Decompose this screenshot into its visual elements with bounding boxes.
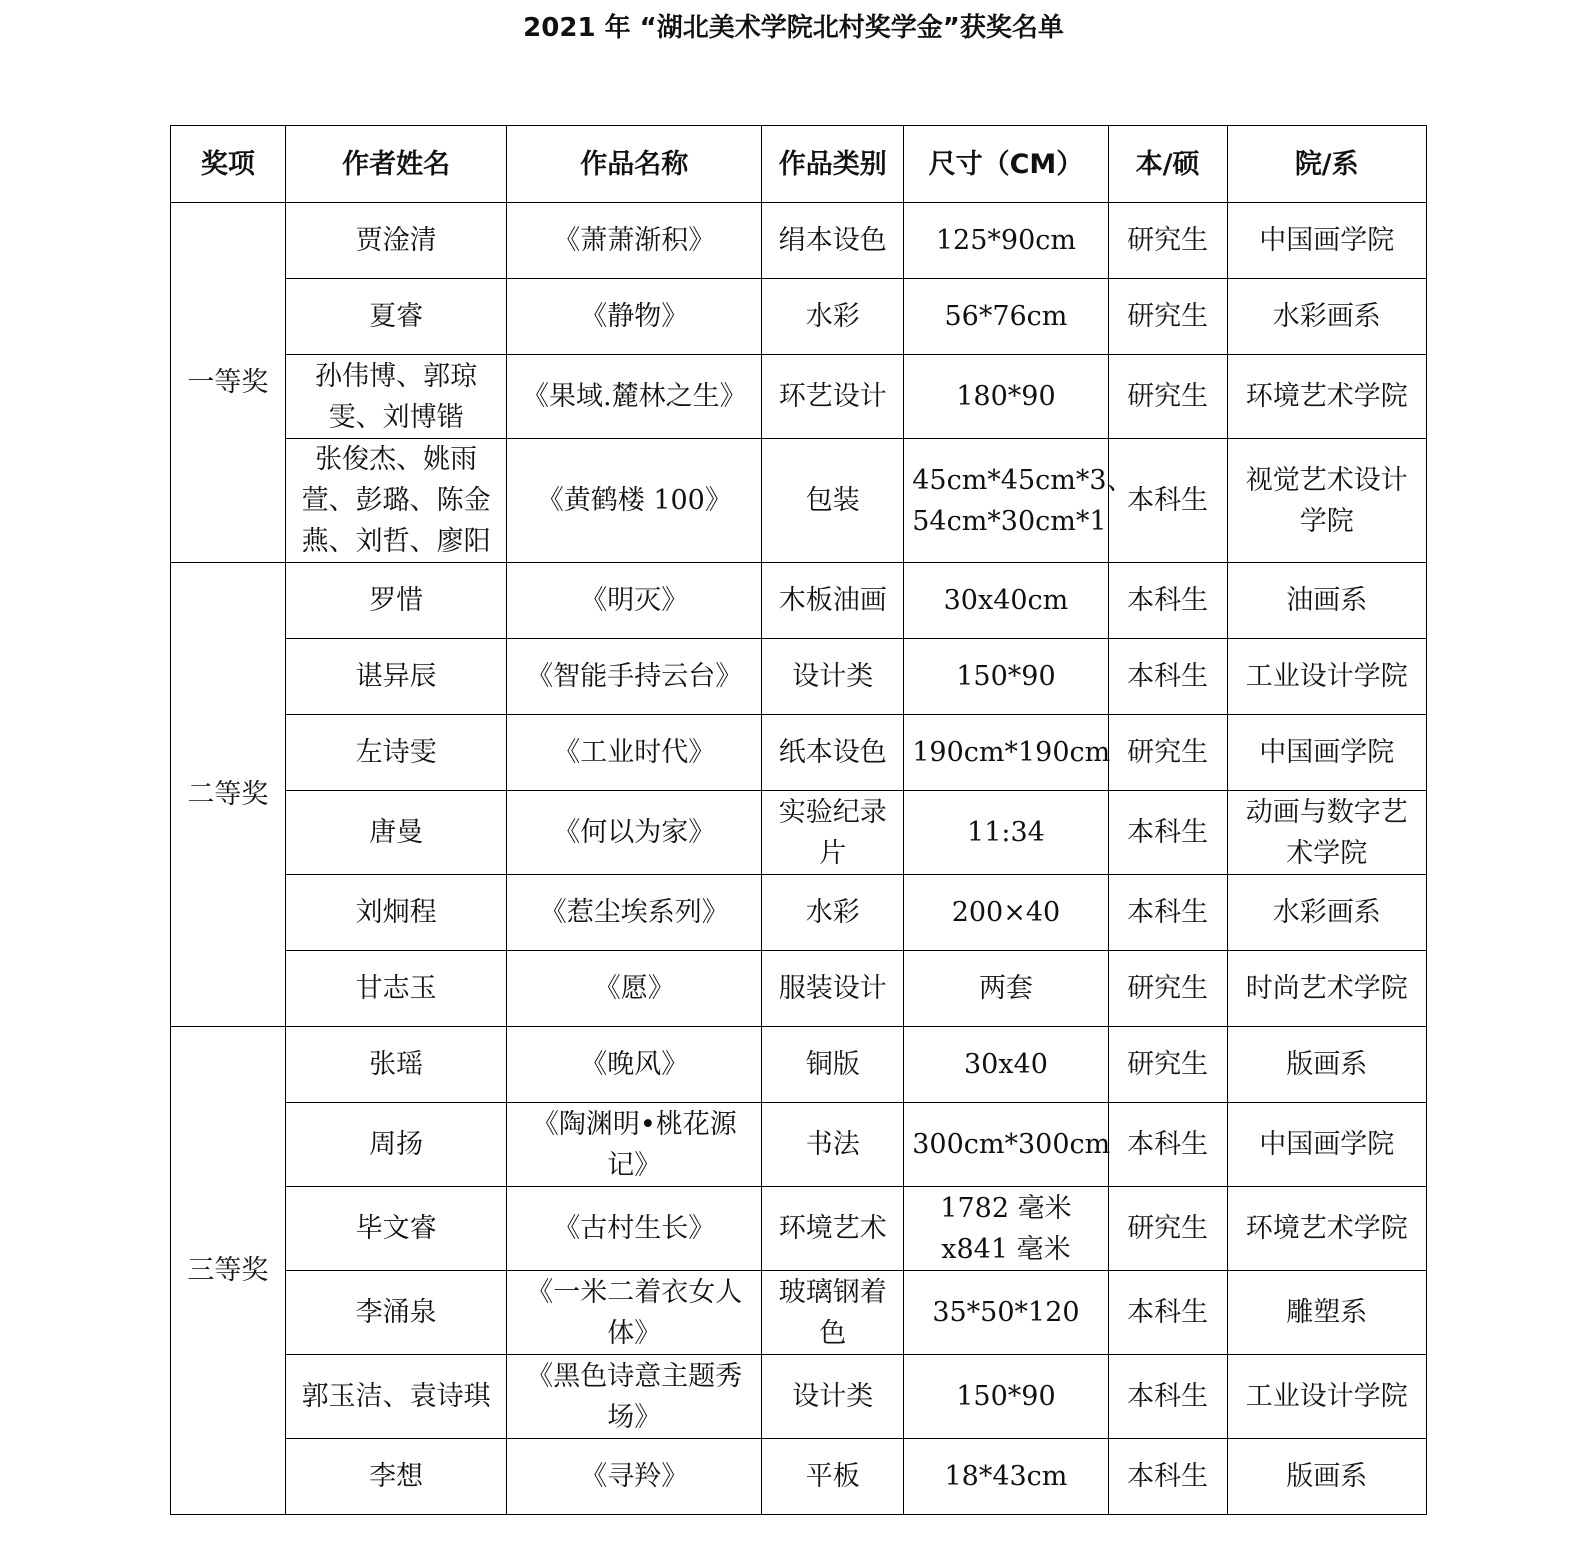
category-cell: 铜版 (762, 1027, 904, 1103)
table-body (171, 203, 1427, 1515)
size-cell: 45cm*45cm*3、54cm*30cm*1 (904, 439, 1108, 563)
work-title-cell: 《静物》 (507, 279, 762, 355)
author-cell: 贾淦清 (285, 203, 507, 279)
author-cell: 罗惜 (285, 563, 507, 639)
size-cell: 180*90 (904, 355, 1108, 439)
degree-cell: 本科生 (1108, 1355, 1227, 1439)
work-title-cell: 《果域.麓林之生》 (507, 355, 762, 439)
author-cell: 李想 (285, 1439, 507, 1515)
dept-cell: 中国画学院 (1227, 1103, 1426, 1187)
size-cell: 150*90 (904, 1355, 1108, 1439)
dept-cell: 水彩画系 (1227, 875, 1426, 951)
degree-cell: 研究生 (1108, 203, 1227, 279)
degree-cell: 本科生 (1108, 439, 1227, 563)
work-title-cell: 《明灭》 (507, 563, 762, 639)
degree-cell: 本科生 (1108, 563, 1227, 639)
table-header-row (171, 126, 1427, 203)
table-row (171, 875, 1427, 951)
table-row (171, 639, 1427, 715)
author-cell: 周扬 (285, 1103, 507, 1187)
size-cell: 两套 (904, 951, 1108, 1027)
size-cell: 125*90cm (904, 203, 1108, 279)
dept-cell: 环境艺术学院 (1227, 355, 1426, 439)
size-cell: 11:34 (904, 791, 1108, 875)
header-category: 作品类别 (762, 126, 904, 203)
degree-cell: 本科生 (1108, 875, 1227, 951)
author-cell: 甘志玉 (285, 951, 507, 1027)
category-cell: 环境艺术 (762, 1187, 904, 1271)
author-cell: 孙伟博、郭琼雯、刘博锴 (285, 355, 507, 439)
work-title-cell: 《古村生长》 (507, 1187, 762, 1271)
author-cell: 张俊杰、姚雨萱、彭璐、陈金燕、刘哲、廖阳 (285, 439, 507, 563)
category-cell: 玻璃钢着色 (762, 1271, 904, 1355)
size-cell: 30x40 (904, 1027, 1108, 1103)
dept-cell: 中国画学院 (1227, 203, 1426, 279)
table-row (171, 1439, 1427, 1515)
award-level-cell: 二等奖 (171, 563, 286, 1027)
table-row (171, 1027, 1427, 1103)
degree-cell: 研究生 (1108, 279, 1227, 355)
table-row (171, 951, 1427, 1027)
size-cell: 200×40 (904, 875, 1108, 951)
header-dept: 院/系 (1227, 126, 1426, 203)
degree-cell: 研究生 (1108, 1027, 1227, 1103)
category-cell: 木板油画 (762, 563, 904, 639)
category-cell: 书法 (762, 1103, 904, 1187)
table-row (171, 439, 1427, 563)
work-title-cell: 《智能手持云台》 (507, 639, 762, 715)
degree-cell: 本科生 (1108, 791, 1227, 875)
dept-cell: 版画系 (1227, 1027, 1426, 1103)
category-cell: 平板 (762, 1439, 904, 1515)
table-row (171, 1271, 1427, 1355)
dept-cell: 工业设计学院 (1227, 639, 1426, 715)
category-cell: 绢本设色 (762, 203, 904, 279)
category-cell: 纸本设色 (762, 715, 904, 791)
category-cell: 实验纪录片 (762, 791, 904, 875)
table-row (171, 203, 1427, 279)
size-cell: 35*50*120 (904, 1271, 1108, 1355)
work-title-cell: 《黄鹤楼 100》 (507, 439, 762, 563)
dept-cell: 油画系 (1227, 563, 1426, 639)
work-title-cell: 《晚风》 (507, 1027, 762, 1103)
author-cell: 唐曼 (285, 791, 507, 875)
dept-cell: 水彩画系 (1227, 279, 1426, 355)
degree-cell: 研究生 (1108, 715, 1227, 791)
category-cell: 服装设计 (762, 951, 904, 1027)
degree-cell: 本科生 (1108, 1103, 1227, 1187)
work-title-cell: 《陶渊明•桃花源记》 (507, 1103, 762, 1187)
size-cell: 150*90 (904, 639, 1108, 715)
author-cell: 夏睿 (285, 279, 507, 355)
degree-cell: 研究生 (1108, 951, 1227, 1027)
table-row (171, 1355, 1427, 1439)
table-row (171, 279, 1427, 355)
page-title: 2021 年 “湖北美术学院北村奖学金”获奖名单 (523, 13, 1064, 43)
size-cell: 30x40cm (904, 563, 1108, 639)
dept-cell: 环境艺术学院 (1227, 1187, 1426, 1271)
category-cell: 设计类 (762, 639, 904, 715)
work-title-cell: 《工业时代》 (507, 715, 762, 791)
degree-cell: 研究生 (1108, 355, 1227, 439)
work-title-cell: 《何以为家》 (507, 791, 762, 875)
header-author: 作者姓名 (285, 126, 507, 203)
awards-table (170, 125, 1427, 1515)
author-cell: 左诗雯 (285, 715, 507, 791)
table-row (171, 715, 1427, 791)
dept-cell: 工业设计学院 (1227, 1355, 1426, 1439)
table-row (171, 1103, 1427, 1187)
header-award: 奖项 (171, 126, 286, 203)
size-cell: 1782 毫米 x841 毫米 (904, 1187, 1108, 1271)
degree-cell: 本科生 (1108, 1439, 1227, 1515)
header-size: 尺寸（CM） (904, 126, 1108, 203)
work-title-cell: 《惹尘埃系列》 (507, 875, 762, 951)
award-level-cell: 一等奖 (171, 203, 286, 563)
dept-cell: 动画与数字艺术学院 (1227, 791, 1426, 875)
degree-cell: 本科生 (1108, 1271, 1227, 1355)
work-title-cell: 《一米二着衣女人体》 (507, 1271, 762, 1355)
award-level-cell: 三等奖 (171, 1027, 286, 1515)
category-cell: 环艺设计 (762, 355, 904, 439)
dept-cell: 雕塑系 (1227, 1271, 1426, 1355)
size-cell: 300cm*300cm (904, 1103, 1108, 1187)
work-title-cell: 《寻羚》 (507, 1439, 762, 1515)
table-row (171, 563, 1427, 639)
category-cell: 水彩 (762, 875, 904, 951)
dept-cell: 视觉艺术设计学院 (1227, 439, 1426, 563)
table-row (171, 791, 1427, 875)
header-degree: 本/硕 (1108, 126, 1227, 203)
author-cell: 郭玉洁、袁诗琪 (285, 1355, 507, 1439)
category-cell: 水彩 (762, 279, 904, 355)
header-work: 作品名称 (507, 126, 762, 203)
author-cell: 张瑶 (285, 1027, 507, 1103)
dept-cell: 时尚艺术学院 (1227, 951, 1426, 1027)
work-title-cell: 《黑色诗意主题秀场》 (507, 1355, 762, 1439)
size-cell: 190cm*190cm (904, 715, 1108, 791)
size-cell: 18*43cm (904, 1439, 1108, 1515)
dept-cell: 版画系 (1227, 1439, 1426, 1515)
size-cell: 56*76cm (904, 279, 1108, 355)
table-row (171, 355, 1427, 439)
degree-cell: 本科生 (1108, 639, 1227, 715)
work-title-cell: 《萧萧渐积》 (507, 203, 762, 279)
category-cell: 设计类 (762, 1355, 904, 1439)
dept-cell: 中国画学院 (1227, 715, 1426, 791)
author-cell: 毕文睿 (285, 1187, 507, 1271)
author-cell: 谌异辰 (285, 639, 507, 715)
author-cell: 刘炯程 (285, 875, 507, 951)
degree-cell: 研究生 (1108, 1187, 1227, 1271)
table-row (171, 1187, 1427, 1271)
author-cell: 李涌泉 (285, 1271, 507, 1355)
work-title-cell: 《愿》 (507, 951, 762, 1027)
category-cell: 包装 (762, 439, 904, 563)
